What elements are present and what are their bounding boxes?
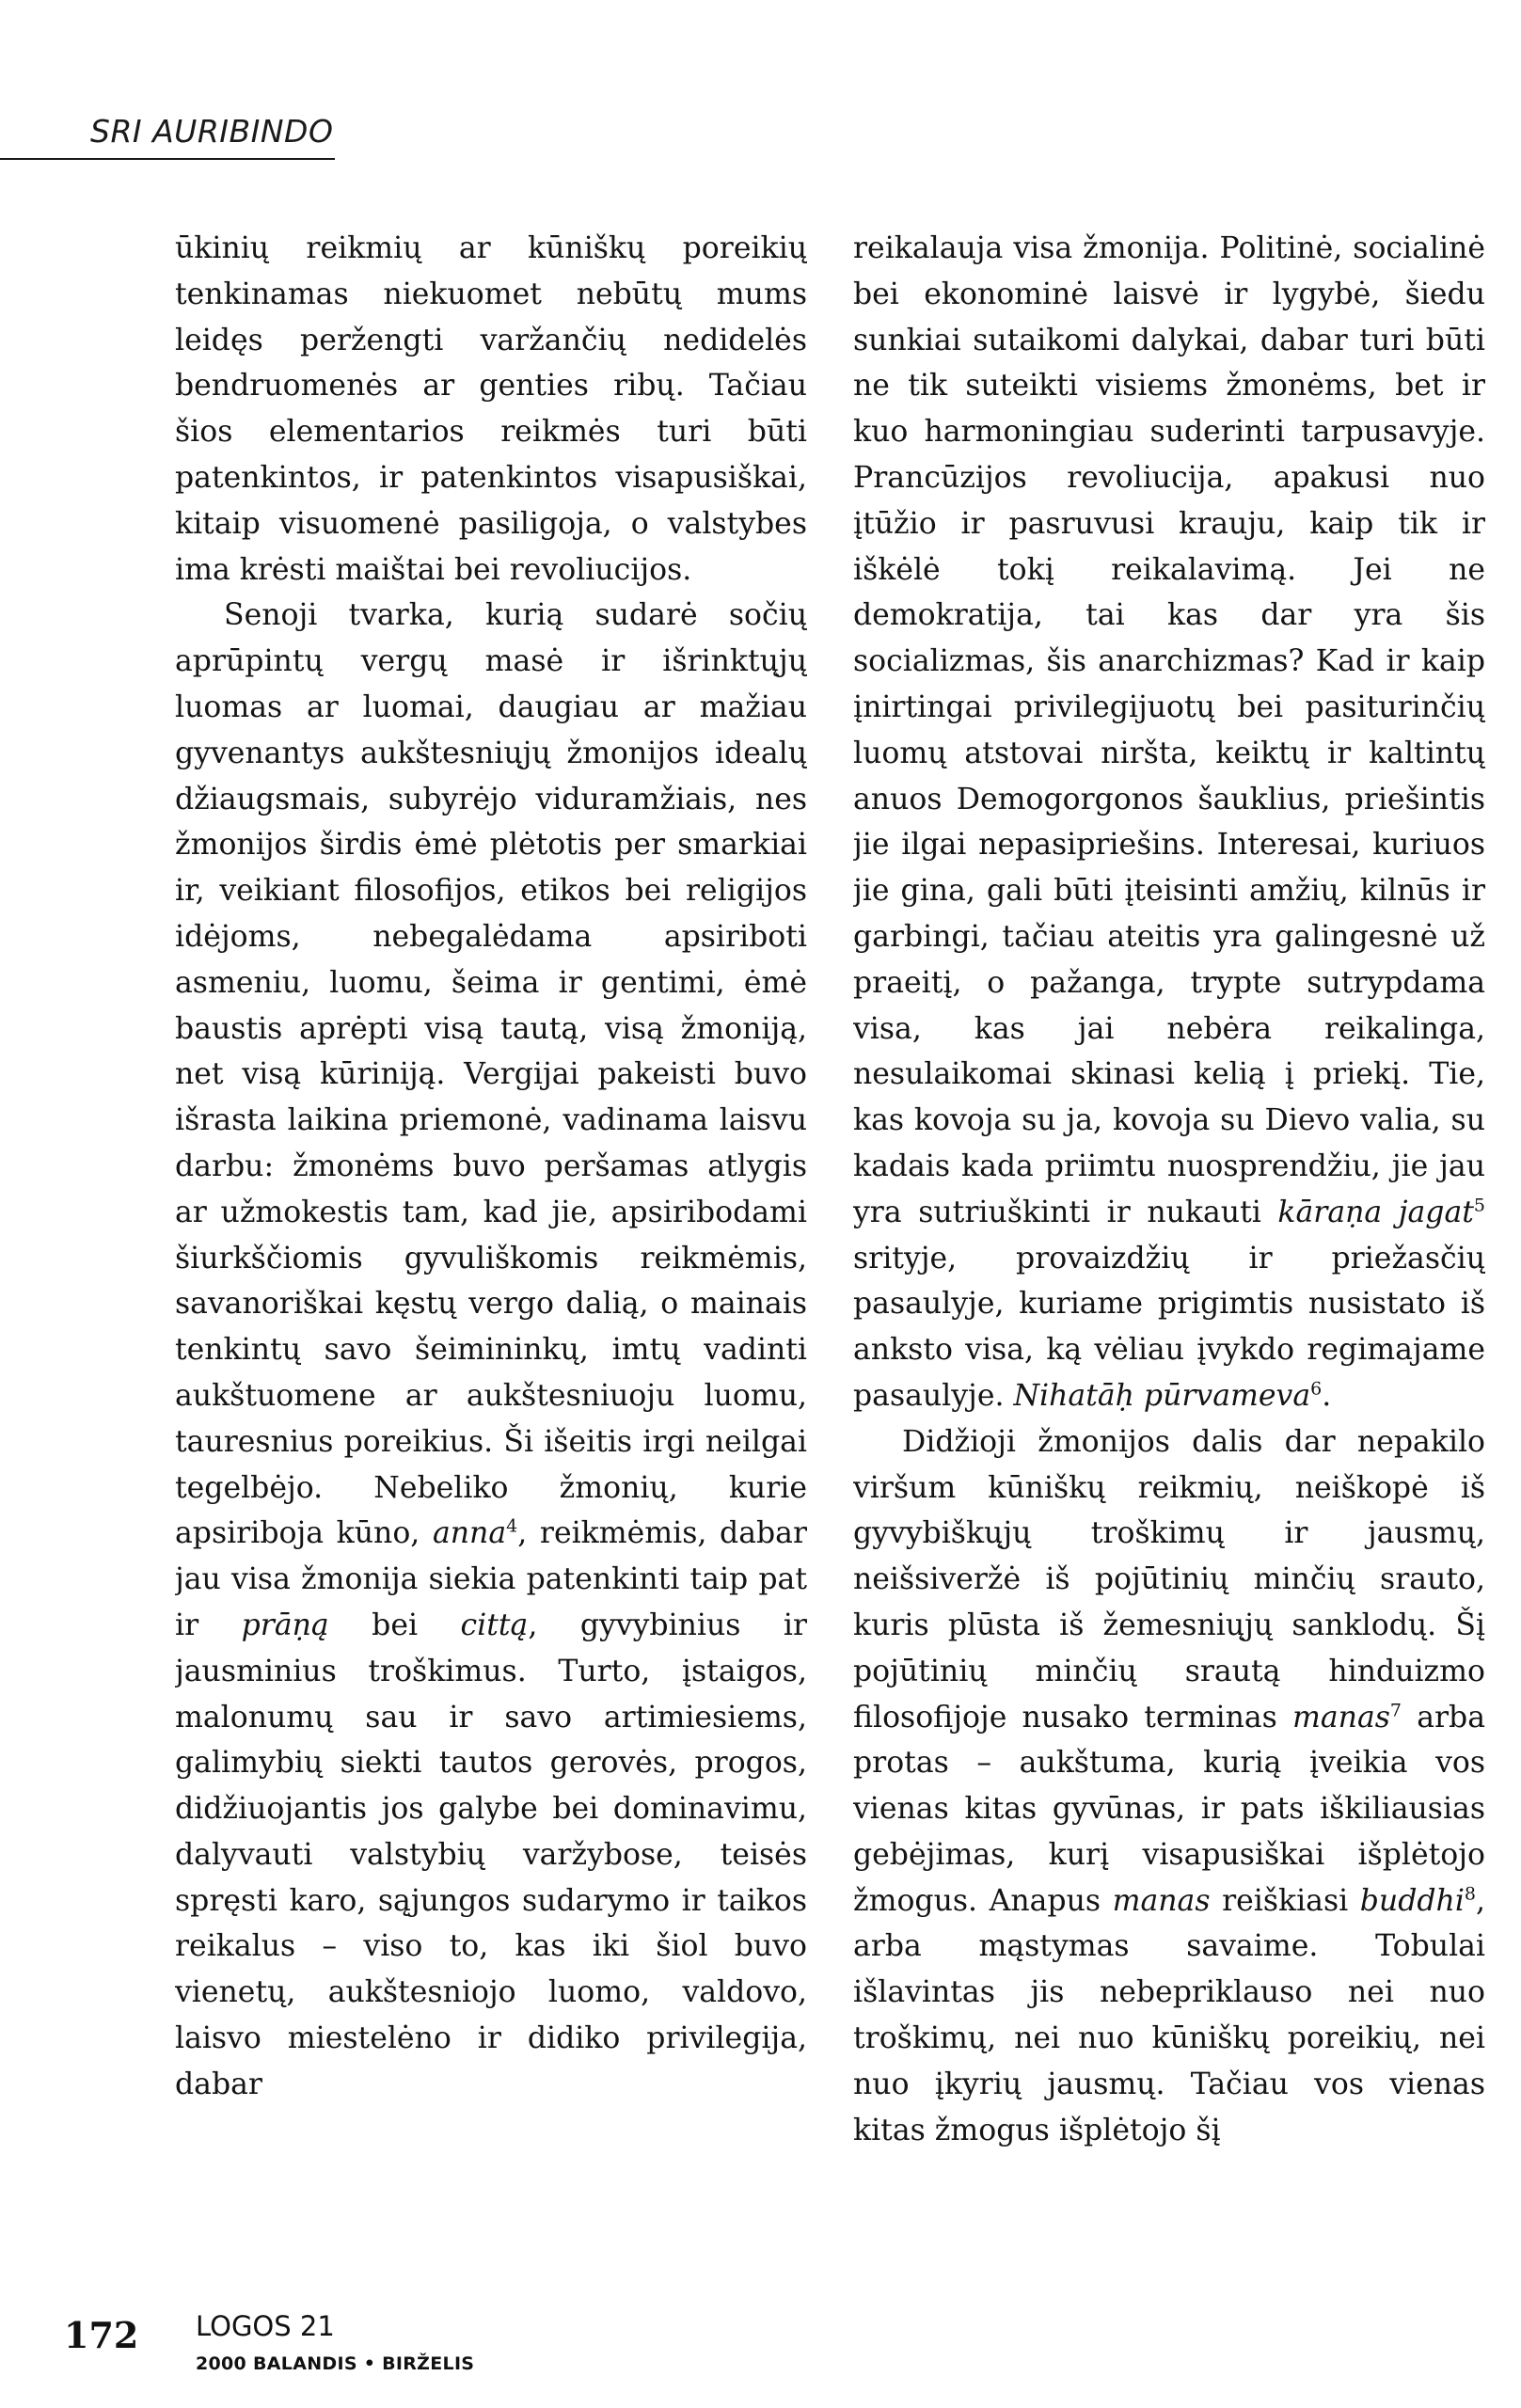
footnote-ref-5: 5 xyxy=(1473,1195,1485,1216)
text-run: reiškiasi xyxy=(1222,1883,1349,1918)
paragraph xyxy=(175,593,807,2107)
text-run: srityje, provaizdžių ir priežasčių pasaulyje, kuriame prigimtis nusistato iš anksto visa, ką vėliau įvykdo regimajame pasaulyje. xyxy=(853,1241,1485,1413)
term-citta: cittą xyxy=(460,1608,529,1642)
term-karana-jagat: kāraṇa jagat xyxy=(1277,1195,1474,1229)
text-run: ūkinių reikmių ar kūniškų poreikių tenkinamas niekuomet nebūtų mums leidęs peržengti varžančių nedidelės bendruomenės ar genties ribų. Tačiau šios elementarios reikmės turi būti patenkintos, ir patenkintos visapusiškai, kitaip visuomenė pasiligoja, o valstybes ima krėsti maištai bei revoliucijos. xyxy=(175,231,807,587)
term-prana: prāṇą xyxy=(241,1608,329,1642)
text-run: Senoji tvarka, kurią sudarė sočių aprūpintų vergų masė ir išrinktųjų luomas ar luomai, daugiau ar mažiau gyvenantys aukštesniųjų žmonijos idealų džiaugsmais, subyrėjo viduramžiais, nes žmonijos širdis ėmė plėtotis per smarkiai ir, veikiant filosofijos, etikos bei religijos idėjoms, nebegalėdama apsiriboti asmeniu, luomu, šeima ir gentimi, ėmė baustis aprėpti visą tautą, visą žmoniją, net visą kūriniją. Vergijai pakeisti buvo išrasta laikina priemonė, vadinama laisvu darbu: žmonėms buvo peršamas atlygis ar užmokestis tam, kad jie, apsiribodami šiurkščiomis gyvuliškomis reikmėmis, savanoriškai kęstų vergo dalią, o mainais tenkintų savo šeimininkų, imtų vadinti aukštuomene ar aukštesniuoju luomu, tauresnius poreikius. Ši išeitis irgi neilgai tegelbėjo. Nebeliko žmonių, kurie apsiriboja kūno, xyxy=(175,598,807,1551)
term-nihatah-purvameva: Nihatāḥ pūrvameva xyxy=(1013,1378,1311,1413)
text-run: , gyvybinius ir jausminius troškimus. Turto, įstaigos, malonumų sau ir savo artimiesiems, galimybių siekti tautos gerovės, progos, didžiuojantis jos galybe bei dominavimu, dalyvauti valstybių varžybose, teisės spręsti karo, sąjungos sudarymo ir taikos reikalus – viso to, kas iki šiol buvo vienetų, aukštesniojo luomo, valdovo, laisvo miestelėno ir didiko privilegija, dabar xyxy=(175,1608,807,2101)
term-buddhi: buddhi xyxy=(1359,1883,1465,1918)
text-run: arba protas – aukštuma, kurią įveikia vos vienas kitas gyvūnas, ir pats iškiliausias gebėjimas, kurį visapusiškai išplėtojo žmogus. Anapus xyxy=(853,1700,1485,1918)
right-column xyxy=(853,226,1485,2210)
paragraph xyxy=(175,226,807,593)
issue-date: 2000 BALANDIS • BIRŽELIS xyxy=(196,2353,475,2374)
footnote-ref-4: 4 xyxy=(506,1515,518,1537)
page-number: 172 xyxy=(64,2314,139,2356)
footnote-ref-7: 7 xyxy=(1389,1700,1402,1720)
journal-title: LOGOS 21 xyxy=(196,2310,335,2342)
paragraph xyxy=(853,1419,1485,2154)
term-manas: manas xyxy=(1112,1883,1211,1918)
text-run: . xyxy=(1322,1378,1332,1413)
footnote-ref-8: 8 xyxy=(1464,1883,1476,1905)
paragraph xyxy=(853,226,1485,1419)
footnote-ref-6: 6 xyxy=(1310,1378,1323,1400)
header-rule xyxy=(0,158,335,160)
term-manas: manas xyxy=(1292,1700,1390,1735)
text-run: Didžioji žmonijos dalis dar nepakilo viršum kūniškų reikmių, neiškopė iš gyvybiškųjų troškimų ir jausmų, neišsiveržė iš pojūtinių minčių srauto, kuris plūsta iš žemesniųjų sanklodų. Šį pojūtinių minčių srautą hinduizmo filosofijoje nusako terminas xyxy=(853,1424,1485,1735)
text-run: , reikmėmis, dabar jau visa žmonija siekia patenkinti taip pat ir xyxy=(175,1516,807,1642)
left-column xyxy=(175,226,807,2210)
running-header: SRI AURIBINDO xyxy=(90,113,334,150)
text-run: , arba mąstymas savaime. Tobulai išlavintas jis nebepriklauso nei nuo troškimų, nei nuo kūniškų poreikių, nei nuo įkyrių jausmų. Tačiau vos vienas kitas žmogus išplėtojo šį xyxy=(853,1883,1485,2147)
text-run: bei xyxy=(372,1608,419,1642)
text-run: reikalauja visa žmonija. Politinė, socialinė bei ekonominė laisvė ir lygybė, šiedu sunkiai sutaikomi dalykai, dabar turi būti ne tik suteikti visiems žmonėms, bet ir kuo harmoningiau suderinti tarpusavyje. Prancūzijos revoliucija, apakusi nuo įtūžio ir pasruvusi krauju, kaip tik ir iškėlė tokį reikalavimą. Jei ne demokratija, tai kas dar yra šis socializmas, šis anarchizmas? Kad ir kaip įnirtingai privilegijuotų bei pasiturinčių luomų atstovai niršta, keiktų ir kaltintų anuos Demogorgonos šauklius, priešintis jie ilgai nepasipriešins. Interesai, kuriuos jie gina, gali būti įteisinti amžių, kilnūs ir garbingi, tačiau ateitis yra galingesnė už praeitį, o pažanga, trypte sutrypdama visa, kas jai nebėra reikalinga, nesulaikomai skinasi kelią į priekį. Tie, kas kovoja su ja, kovoja su Dievo valia, su kadais kada priimtu nuosprendžiu, jie jau yra sutriuškinti ir nukauti xyxy=(853,231,1485,1229)
term-anna: anna xyxy=(432,1516,507,1551)
